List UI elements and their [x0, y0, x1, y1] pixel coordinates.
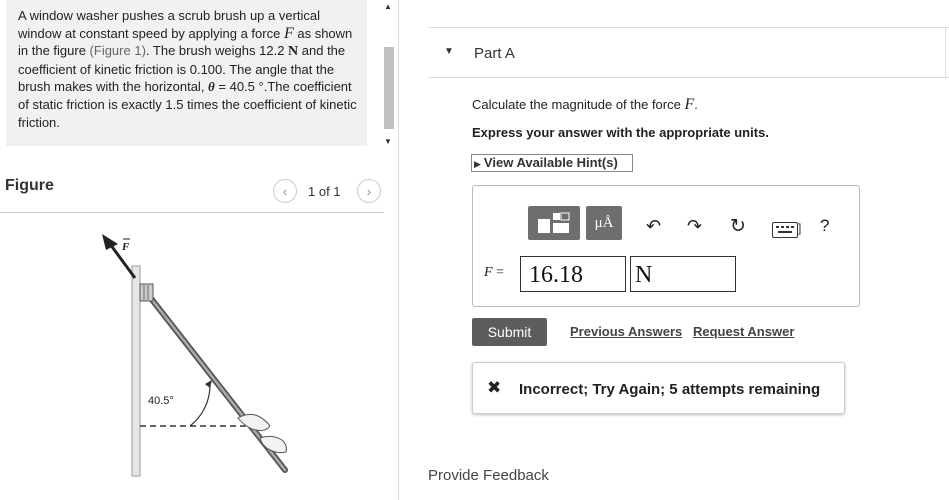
instruction-text: Express your answer with the appropriate units.	[472, 125, 769, 140]
brush-head	[140, 284, 153, 301]
templates-button[interactable]	[528, 206, 580, 240]
figure-title: Figure	[5, 177, 54, 194]
keyboard-keys	[773, 223, 797, 237]
question-prefix: Calculate the magnitude of the force	[472, 97, 685, 112]
part-title[interactable]: Part A	[474, 45, 515, 62]
units-button[interactable]: μÅ	[586, 206, 622, 240]
upper-hand	[238, 414, 270, 430]
figure-diagram	[0, 214, 384, 500]
force-symbol: F	[283, 24, 294, 42]
angle-arc	[190, 384, 210, 426]
answer-value-input[interactable]: 16.18	[520, 256, 626, 292]
problem-text-3: . The brush weighs 12.2	[145, 43, 289, 59]
help-button[interactable]: ?	[820, 216, 830, 235]
angle-arc-arrow	[205, 380, 212, 388]
force-label: F	[122, 241, 130, 253]
keyboard-icon[interactable]	[772, 222, 798, 238]
figure-link[interactable]: (Figure 1)	[89, 43, 146, 59]
reset-icon[interactable]: ↻	[730, 216, 746, 237]
problem-text-5: = 40.5 °.The coefficient of static friction is exactly 1.5 times the coefficient of kinetic friction.	[18, 79, 357, 130]
collapse-caret-icon[interactable]: ▼	[444, 46, 454, 57]
answer-unit-input[interactable]: N	[630, 256, 736, 292]
problem-statement	[18, 7, 363, 131]
part-header-top-rule	[428, 27, 949, 28]
request-answer-link[interactable]: Request Answer	[693, 324, 795, 339]
next-figure-button[interactable]	[357, 179, 381, 203]
view-hints-label: View Available Hint(s)	[483, 155, 618, 170]
chevron-left-icon: ‹	[282, 183, 288, 199]
theta-symbol: θ	[208, 79, 215, 95]
undo-icon[interactable]: ↶	[646, 216, 662, 236]
answer-symbol: F	[484, 265, 493, 280]
provide-feedback-link[interactable]: Provide Feedback	[428, 467, 549, 484]
force-arrow-head	[102, 234, 118, 250]
scroll-up-arrow-icon[interactable]: ▲	[384, 2, 392, 11]
problem-text-1: A window washer pushes a scrub brush up a vertical window at constant speed by applying a force	[18, 8, 321, 41]
submit-button[interactable]: Submit	[472, 318, 547, 346]
part-header-bottom-rule	[428, 77, 949, 78]
newton-unit: N	[288, 44, 299, 60]
view-hints-button[interactable]	[471, 154, 633, 172]
redo-icon[interactable]: ↷	[687, 216, 703, 236]
keyboard-bracket-icon: ]	[798, 221, 802, 235]
question-suffix: .	[694, 97, 698, 112]
scroll-down-arrow-icon[interactable]: ▼	[384, 137, 392, 146]
answer-equals: =	[492, 265, 504, 280]
answer-label	[484, 265, 504, 281]
question-force-symbol: F	[684, 96, 695, 113]
chevron-right-icon: ›	[366, 183, 372, 199]
lower-hand	[260, 436, 287, 452]
question-text	[472, 96, 698, 114]
incorrect-x-icon: ✖	[487, 378, 502, 397]
previous-answers-link[interactable]: Previous Answers	[570, 324, 683, 339]
part-header-edge	[945, 27, 946, 77]
template-icon	[528, 206, 580, 240]
figure-divider	[0, 212, 384, 213]
panel-divider	[398, 0, 399, 500]
scrollbar-thumb[interactable]	[384, 47, 394, 129]
angle-label: 40.5°	[148, 395, 174, 407]
wall	[132, 266, 140, 476]
expand-triangle-icon: ▶	[474, 159, 481, 169]
feedback-message: Incorrect; Try Again; 5 attempts remaining	[519, 381, 821, 398]
problem-text-2: as shown in the figure	[18, 25, 353, 59]
previous-figure-button[interactable]	[273, 179, 297, 203]
figure-counter: 1 of 1	[308, 184, 341, 199]
problem-text-4: and the coefficient of kinetic friction is 0.100. The angle that the brush makes with the horizontal,	[18, 43, 346, 95]
